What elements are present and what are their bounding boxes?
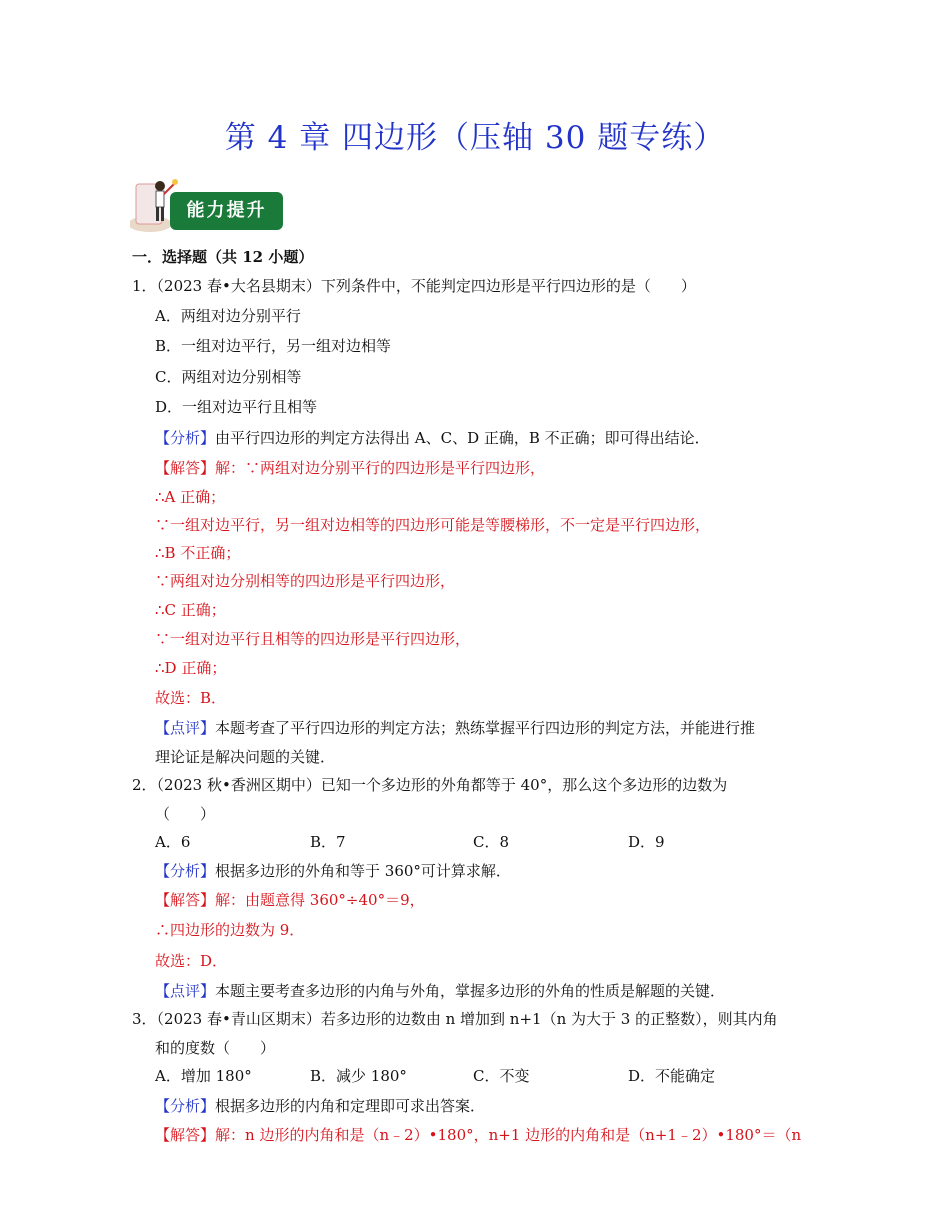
q1-comment-text-1: 本题考查了平行四边形的判定方法；熟练掌握平行四边形的判定方法，并能进行推 (215, 719, 756, 737)
q2-stem-2: （ ） (155, 805, 216, 823)
q1-option-b: B．一组对边平行，另一组对边相等 (155, 337, 392, 355)
q2-option-d: D．9 (628, 833, 665, 851)
q3-option-d: D．不能确定 (628, 1067, 716, 1085)
q1-answer-line-6: ∴C 正确； (155, 601, 226, 619)
answer-tag: 【解答】 (155, 891, 216, 909)
analysis-tag: 【分析】 (155, 862, 216, 880)
ability-badge: 能力提升 (170, 192, 283, 230)
q1-answer (155, 458, 545, 478)
q3-option-b: B．减少 180° (310, 1067, 407, 1085)
q1-answer-line-1: 解：∵两组对边分别平行的四边形是平行四边形， (215, 459, 546, 477)
q1-answer-line-2: ∴A 正确； (155, 488, 226, 506)
q2-option-a: A．6 (155, 833, 191, 851)
q1-analysis-text: 由平行四边形的判定方法得出 A、C、D 正确，B 不正确；即可得出结论． (215, 429, 710, 447)
q1-comment (155, 718, 755, 738)
q1-comment-text-2: 理论证是解决问题的关键． (155, 748, 336, 766)
comment-tag: 【点评】 (155, 982, 216, 1000)
page-title: 第 4 章 四边形（压轴 30 题专练） (224, 120, 726, 156)
q1-analysis (155, 428, 710, 448)
q2-stem-1: 2．（2023 秋•香洲区期中）已知一个多边形的外角都等于 40°，那么这个多边形的边数为 (132, 776, 728, 794)
q3-analysis-text: 根据多边形的内角和定理即可求出答案． (215, 1097, 486, 1115)
q2-answer-line-3: 故选：D． (155, 952, 228, 970)
q3-answer-text: 解：n 边形的内角和是（n﹣2）•180°，n+1 边形的内角和是（n+1﹣2）•180°＝（n (215, 1126, 802, 1144)
q1-option-d: D．一组对边平行且相等 (155, 398, 318, 416)
q1-answer-line-7: ∵一组对边平行且相等的四边形是平行四边形， (155, 630, 471, 648)
q1-answer-line-3: ∵一组对边平行，另一组对边相等的四边形可能是等腰梯形，不一定是平行四边形， (155, 516, 711, 534)
q3-stem-1: 3．（2023 春•青山区期末）若多边形的边数由 n 增加到 n+1（n 为大于 3 的正整数），则其内角 (132, 1010, 778, 1028)
q3-option-a: A．增加 180° (155, 1067, 252, 1085)
q2-answer-line-1: 解：由题意得 360°÷40°＝9， (215, 891, 425, 909)
q2-answer (155, 890, 425, 910)
q1-stem: 1．（2023 春•大名县期末）下列条件中，不能判定四边形是平行四边形的是（ ） (132, 277, 696, 295)
analysis-tag: 【分析】 (155, 429, 216, 447)
q3-stem-2: 和的度数（ ） (155, 1039, 276, 1057)
q2-answer-line-2: ∴四边形的边数为 9． (155, 921, 305, 939)
q1-answer-line-4: ∴B 不正确； (155, 544, 241, 562)
q2-analysis (155, 861, 511, 881)
comment-tag: 【点评】 (155, 719, 216, 737)
q3-option-c: C．不变 (473, 1067, 530, 1085)
answer-tag: 【解答】 (155, 459, 216, 477)
answer-tag: 【解答】 (155, 1126, 216, 1144)
q2-analysis-text: 根据多边形的外角和等于 360°可计算求解． (215, 862, 511, 880)
q3-analysis (155, 1096, 485, 1116)
q2-option-b: B．7 (310, 833, 346, 851)
q2-option-c: C．8 (473, 833, 510, 851)
q1-option-a: A．两组对边分别平行 (155, 307, 301, 325)
q1-option-c: C．两组对边分别相等 (155, 368, 302, 386)
q1-answer-line-9: 故选：B． (155, 689, 227, 707)
analysis-tag: 【分析】 (155, 1097, 216, 1115)
q1-answer-line-8: ∴D 正确； (155, 659, 227, 677)
q3-answer (155, 1125, 801, 1145)
section-heading: 一．选择题（共 12 小题） (132, 248, 314, 266)
q2-comment-text: 本题主要考查多边形的内角与外角，掌握多边形的外角的性质是解题的关键． (215, 982, 726, 1000)
q1-answer-line-5: ∵两组对边分别相等的四边形是平行四边形， (155, 572, 456, 590)
q2-comment (155, 981, 725, 1001)
